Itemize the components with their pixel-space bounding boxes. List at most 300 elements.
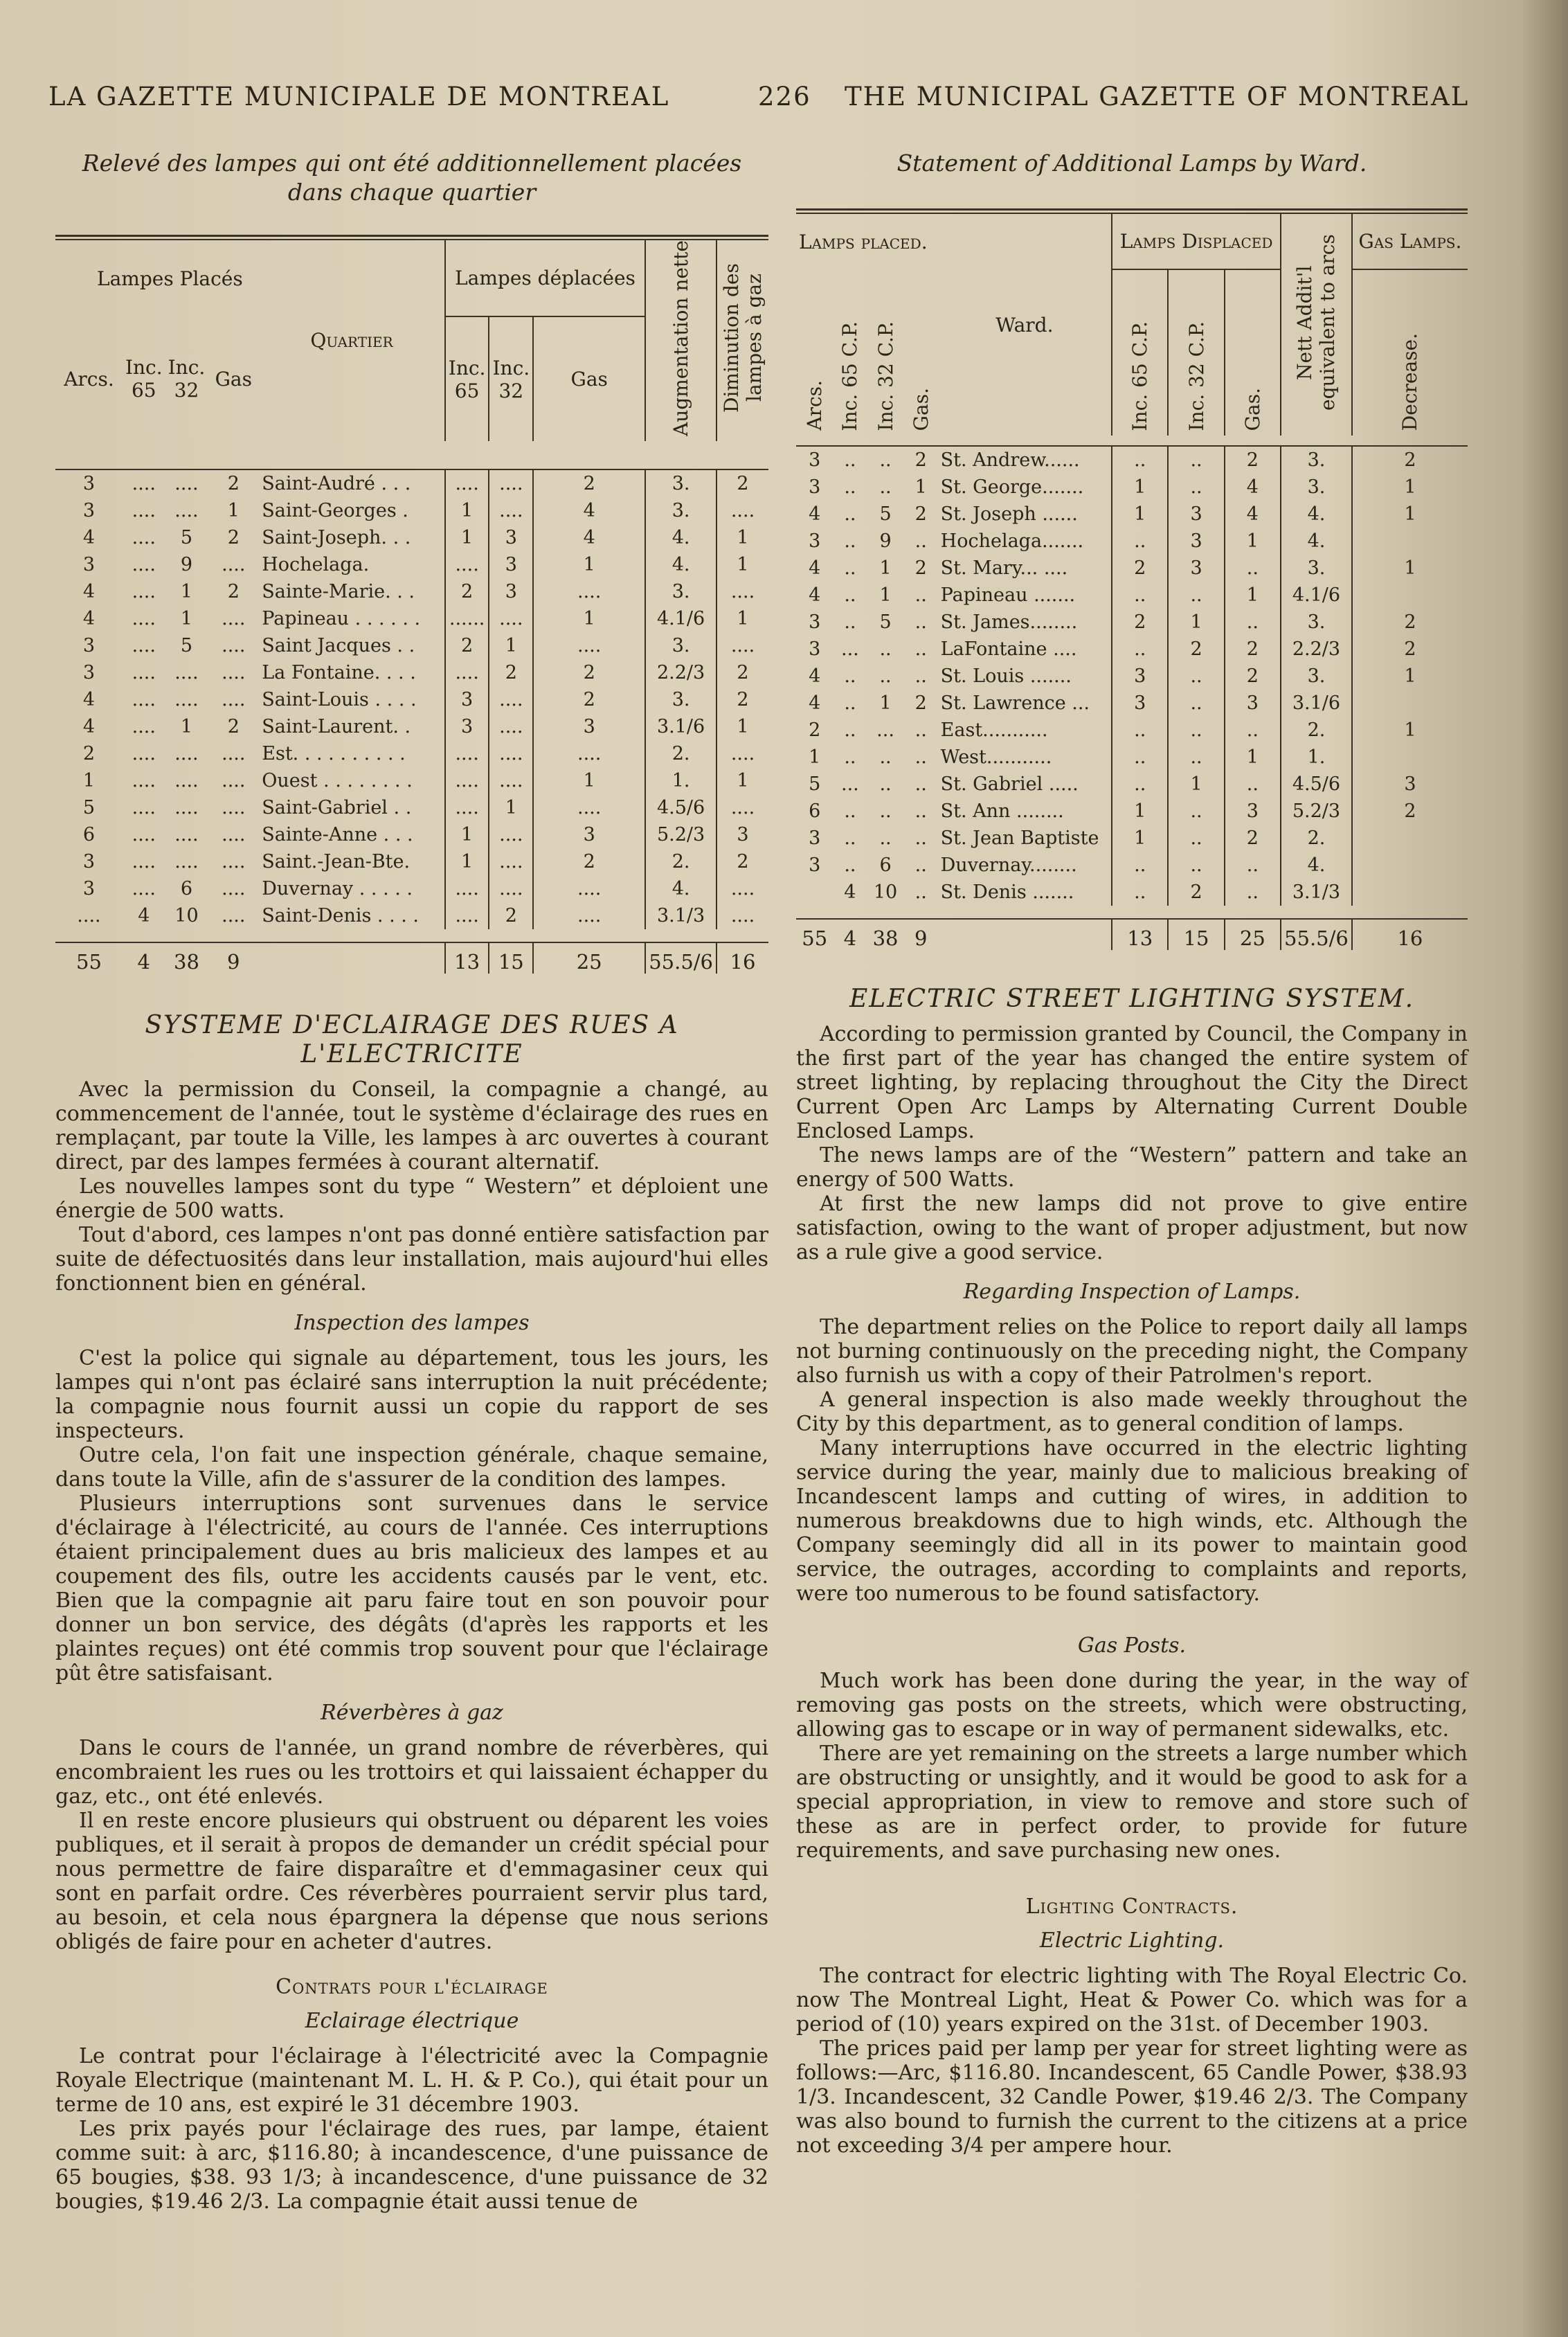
col-header-d-inc65: Inc. 65 (445, 316, 489, 441)
table-cell: 2 (227, 715, 240, 737)
french-section-title-contracts: Contrats pour l'éclairage (276, 1974, 548, 1999)
table-cell: .. (1112, 771, 1168, 798)
col-header-nett-addit: Nett Addit'l equivalent to arcs (1293, 234, 1340, 411)
table-row (55, 659, 768, 686)
table-cell: 3 (489, 551, 533, 578)
table-cell: .. (914, 584, 927, 606)
total-cell: 55.5/6 (645, 942, 717, 974)
total-cell: 55 (802, 926, 828, 950)
table-cell: .... (132, 661, 156, 683)
table-cell: .... (222, 553, 246, 575)
table-cell: 3.1/3 (1281, 879, 1352, 906)
table-cell: .. (879, 449, 892, 471)
table-cell: .... (132, 526, 156, 548)
ward-name-cell: Saint-Gabriel . . (262, 796, 412, 818)
table-cell: .. (1168, 582, 1224, 609)
table-row (796, 825, 1468, 852)
table-row (796, 501, 1468, 528)
table-cell: .. (879, 476, 892, 498)
table-cell: 1 (879, 557, 892, 579)
table-row (55, 497, 768, 524)
table-cell: 2 (914, 503, 927, 525)
table-row (55, 740, 768, 767)
ward-name-cell: St. Gabriel ..... (940, 773, 1079, 795)
table-cell: .... (132, 499, 156, 521)
table-row (55, 767, 768, 794)
table-row (796, 879, 1468, 906)
table-cell: .. (1225, 717, 1281, 744)
col-header-diminution: Diminution des lampes à gaz (720, 263, 766, 413)
table-row (796, 744, 1468, 771)
table-cell: .. (844, 611, 856, 633)
table-cell: .. (844, 503, 856, 525)
table-cell: 4 (82, 526, 96, 548)
table-cell: 1 (1168, 771, 1224, 798)
table-cell: 3 (809, 638, 821, 660)
table-cell: .... (489, 875, 533, 902)
ward-name-cell: Saint-Joseph. . . (262, 526, 411, 548)
table-cell: 2 (717, 659, 768, 686)
table-cell: 4 (1225, 474, 1281, 501)
table-cell: 1 (533, 767, 645, 794)
ward-name-cell: Saint-Laurent. . (262, 715, 411, 737)
table-cell: .... (222, 607, 246, 629)
total-cell: 25 (1225, 919, 1281, 950)
table-cell: 2 (1168, 636, 1224, 663)
table-cell: 3. (1281, 555, 1352, 582)
table-cell: .... (132, 823, 156, 845)
col-header-lampes-placees: Lampes Placés (97, 267, 243, 290)
paragraph: Many interruptions have occurred in the electric lighting service during the year, mainly due to malicious breaking of Incandescent lamps and cutting of wires, in addition to numerous breakdowns due to high winds, etc. Although the Company seemingly did all in its power to maintain good service, the outrages, according to complaints and reports, were too numerous to be found satisfactory. (796, 1436, 1468, 1606)
french-lamps-table (55, 240, 768, 974)
ward-name-cell: Ouest . . . . . . . . (262, 769, 413, 791)
table-cell: 3 (445, 686, 489, 713)
table-cell: 4 (82, 688, 96, 710)
table-cell: .. (879, 746, 892, 768)
table-cell: 2 (227, 472, 240, 494)
ward-name-cell: Duvernay........ (940, 854, 1077, 876)
col-header-gas-lamps: Gas Lamps. (1352, 214, 1468, 269)
total-cell: 16 (717, 942, 768, 974)
table-cell: 2 (82, 742, 96, 764)
table-cell: 2 (1225, 663, 1281, 690)
paragraph: At first the new lamps did not prove to give entire satisfaction, owing to the want of proper adjustment, but now as a rule give a good service. (796, 1192, 1468, 1264)
table-cell: 4 (1225, 501, 1281, 528)
table-cell: 4. (645, 875, 717, 902)
table-cell: 1 (1112, 798, 1168, 825)
table-cell: 3. (645, 632, 717, 659)
table-cell: .... (489, 469, 533, 497)
table-cell (1352, 852, 1468, 879)
english-column (796, 149, 1468, 2158)
header-french-title: LA GAZETTE MUNICIPALE DE MONTREAL (48, 82, 670, 111)
table-cell: 2 (1352, 609, 1468, 636)
table-cell: 1 (445, 848, 489, 875)
table-cell: .... (222, 742, 246, 764)
table-cell: .... (533, 902, 645, 929)
table-cell: 1 (879, 584, 892, 606)
table-cell: 2 (1225, 825, 1281, 852)
table-cell: 4. (1281, 501, 1352, 528)
table-cell: .... (489, 767, 533, 794)
ward-name-cell: St. James........ (940, 611, 1078, 633)
col-header-d-gas: Gas. (1241, 387, 1264, 431)
ward-name-cell: St. Joseph ...... (940, 503, 1078, 525)
table-cell: 1 (445, 497, 489, 524)
table-cell: .... (533, 578, 645, 605)
table-cell: .... (717, 794, 768, 821)
table-cell: .... (132, 742, 156, 764)
table-row (796, 609, 1468, 636)
table-cell: .... (533, 632, 645, 659)
table-cell: .. (1112, 446, 1168, 474)
table-cell: 4. (1281, 852, 1352, 879)
table-cell: .... (222, 634, 246, 656)
table-cell: 2 (489, 659, 533, 686)
table-cell: 2 (914, 449, 927, 471)
table-cell: .... (174, 850, 199, 872)
table-row (55, 848, 768, 875)
table-cell: .. (914, 854, 927, 876)
table-cell: 1 (533, 551, 645, 578)
table-cell (1352, 690, 1468, 717)
col-header-d-inc32: Inc. 32 C.P. (1184, 321, 1208, 431)
total-cell: 4 (137, 949, 150, 974)
french-column (55, 149, 768, 2214)
table-row (796, 636, 1468, 663)
total-cell: 15 (1168, 919, 1224, 950)
table-cell: 2 (533, 659, 645, 686)
table-cell: .... (222, 769, 246, 791)
table-cell: 4 (82, 580, 96, 602)
table-cell: .. (1168, 825, 1224, 852)
table-cell: 4 (82, 715, 96, 737)
table-cell: .... (489, 497, 533, 524)
table-cell: .... (132, 688, 156, 710)
table-cell: 2 (717, 848, 768, 875)
table-cell: 1 (1225, 582, 1281, 609)
table-cell: 1 (1225, 744, 1281, 771)
total-cell: 13 (1112, 919, 1168, 950)
table-cell: .. (914, 611, 927, 633)
table-cell: .... (132, 580, 156, 602)
ward-name-cell: Sainte-Marie. . . (262, 580, 415, 602)
table-cell: .. (844, 800, 856, 822)
table-cell: .... (174, 796, 199, 818)
ward-name-cell: St. Louis ....... (940, 665, 1072, 687)
ward-name-cell: St. George....... (940, 476, 1084, 498)
english-section-title-inspection: Regarding Inspection of Lamps. (963, 1280, 1301, 1304)
table-cell: ... (841, 773, 859, 795)
table-cell: .... (717, 902, 768, 929)
table-cell: .... (174, 742, 199, 764)
table-cell: .... (717, 497, 768, 524)
table-cell: 3 (1352, 771, 1468, 798)
table-cell: 2 (1168, 879, 1224, 906)
table-cell: 1. (645, 767, 717, 794)
table-row (796, 717, 1468, 744)
table-cell: 2 (914, 557, 927, 579)
table-row (796, 474, 1468, 501)
table-cell: 2 (533, 848, 645, 875)
table-cell: .. (1168, 690, 1224, 717)
ward-name-cell: St. Mary... .... (940, 557, 1068, 579)
french-section-gas-body (55, 1736, 768, 1954)
col-header-inc65: Inc. 65 C.P. (838, 321, 862, 431)
english-section-lighting-body (796, 1022, 1468, 1264)
table-cell: .... (717, 578, 768, 605)
table-cell: .... (445, 794, 489, 821)
table-cell: 2 (1112, 555, 1168, 582)
table-cell: 3 (717, 821, 768, 848)
table-cell: 3 (82, 850, 96, 872)
table-cell: 3 (82, 472, 96, 494)
table-cell: 1 (1112, 501, 1168, 528)
table-cell: 2.2/3 (645, 659, 717, 686)
total-cell: 16 (1352, 919, 1468, 950)
ward-name-cell: Saint-Denis . . . . (262, 904, 420, 926)
table-cell: 3 (1168, 501, 1224, 528)
table-cell: 2 (1225, 636, 1281, 663)
table-cell: 1 (180, 607, 193, 629)
table-cell: .. (844, 827, 856, 849)
table-cell: 5 (879, 503, 892, 525)
table-cell: .. (879, 665, 892, 687)
english-section-contracts-body (796, 1964, 1468, 2158)
table-cell: .. (844, 719, 856, 741)
paragraph: Plusieurs interruptions sont survenues dans le service d'éclairage à l'électricité, au cours de l'année. Ces interruptions étaient principalement dues au bris malicieux des lampes et au coupement des fils, outre les accidents causés par le vent, etc. Bien que la compagnie ait paru faire tout en son pouvoir pour donner un bon service, des dégâts (d'après les rapports et les plaintes reçues) ont été commis trop souvent pour que l'éclairage pût être satisfaisant. (55, 1491, 768, 1685)
total-cell: 15 (489, 942, 533, 974)
ward-name-cell: Saint-Louis . . . . (262, 688, 417, 710)
table-cell: 1 (227, 499, 240, 521)
table-cell: .. (1112, 636, 1168, 663)
table-cell: 1 (1225, 528, 1281, 555)
table-row (796, 528, 1468, 555)
table-cell: .. (914, 800, 927, 822)
table-cell: 3 (809, 530, 821, 552)
table-cell: 1. (1281, 744, 1352, 771)
table-cell: .. (914, 746, 927, 768)
total-cell (938, 919, 1112, 950)
table-row (55, 632, 768, 659)
french-section-title-inspection: Inspection des lampes (294, 1310, 530, 1335)
table-cell: .... (174, 823, 199, 845)
english-section-title-contracts: Lighting Contracts. (1025, 1895, 1238, 1919)
table-cell: 1 (717, 551, 768, 578)
table-cell: 6 (180, 877, 193, 899)
table-cell: 1 (180, 715, 193, 737)
paragraph: C'est la police qui signale au département, tous les jours, les lampes qui n'ont pas éclairé sans interruption la nuit précédente; la compagnie nous fournit aussi un copie du rapport de ses inspecteurs. (55, 1345, 768, 1443)
paragraph: The prices paid per lamp per year for street lighting were as follows:—Arc, $116.80. Incandescent, 65 Candle Power, $38.93 1/3. Incandescent, 32 Candle Power, $19.46 2/3. The Company was also bound to furnish the current to the citizens at a price not exceeding 3/4 per ampere hour. (796, 2036, 1468, 2158)
french-table-caption: Relevé des lampes qui ont été additionnellement placées dans chaque quartier (82, 150, 742, 206)
table-cell: .. (844, 584, 856, 606)
table-cell (1352, 744, 1468, 771)
table-cell: 1 (82, 769, 96, 791)
col-header-d-inc65: Inc. 65 C.P. (1128, 321, 1152, 431)
total-cell (259, 942, 445, 974)
table-cell: 4 (809, 665, 821, 687)
table-cell: 4 (82, 607, 96, 629)
table-row (796, 582, 1468, 609)
table-cell: .. (1112, 744, 1168, 771)
table-cell: .. (1225, 879, 1281, 906)
english-section-gas-body (796, 1669, 1468, 1863)
table-cell: 1 (1112, 825, 1168, 852)
ward-name-cell: St. Ann ........ (940, 800, 1064, 822)
table-cell: 3. (645, 686, 717, 713)
table-cell: 2 (445, 578, 489, 605)
table-cell: 1 (445, 524, 489, 551)
table-cell: 4 (809, 503, 821, 525)
table-cell: .... (489, 821, 533, 848)
table-cell: .... (132, 850, 156, 872)
table-cell: 9 (879, 530, 892, 552)
paragraph: According to permission granted by Council, the Company in the first part of the year has changed the entire system of street lighting, by replacing throughout the City the Direct Current Open Arc Lamps by Alternating Current Double Enclosed Lamps. (796, 1022, 1468, 1143)
table-cell: 6 (82, 823, 96, 845)
table-cell: 3 (1225, 690, 1281, 717)
table-cell: 4 (809, 692, 821, 714)
english-section-inspection-body (796, 1315, 1468, 1606)
totals-row (55, 942, 768, 974)
table-cell: 4 (809, 584, 821, 606)
table-row (55, 821, 768, 848)
table-cell: 3 (809, 476, 821, 498)
table-cell: .. (914, 665, 927, 687)
table-cell: 1 (1352, 663, 1468, 690)
table-cell: .... (445, 659, 489, 686)
table-cell: 2. (645, 848, 717, 875)
table-cell: .... (445, 875, 489, 902)
table-cell: .... (489, 848, 533, 875)
table-cell: 4. (645, 551, 717, 578)
french-section-title-lighting: SYSTEME D'ECLAIRAGE DES RUES A L'ELECTRICITE (145, 1010, 679, 1068)
table-cell: .... (489, 686, 533, 713)
table-cell: 3. (1281, 663, 1352, 690)
table-cell: .... (132, 607, 156, 629)
table-cell: 4.1/6 (1281, 582, 1352, 609)
ward-name-cell: Papineau . . . . . . (262, 607, 421, 629)
total-cell: 38 (872, 926, 899, 950)
totals-row (796, 919, 1468, 950)
table-cell: 2 (1352, 446, 1468, 474)
table-cell: 4.5/6 (1281, 771, 1352, 798)
table-cell: 1 (1168, 609, 1224, 636)
table-cell: 1 (717, 767, 768, 794)
table-cell: 3. (645, 578, 717, 605)
table-cell: 3. (645, 497, 717, 524)
table-cell: .... (132, 769, 156, 791)
ward-name-cell: Sainte-Anne . . . (262, 823, 413, 845)
col-header-decrease: Decrease. (1398, 332, 1422, 431)
table-row (796, 555, 1468, 582)
table-cell: 3 (82, 634, 96, 656)
table-cell: .... (174, 688, 199, 710)
table-cell: .. (1112, 582, 1168, 609)
ward-name-cell: Saint.-Jean-Bte. (262, 850, 411, 872)
table-cell: 4.5/6 (645, 794, 717, 821)
table-row (55, 713, 768, 740)
table-row (55, 605, 768, 632)
total-cell: 55 (76, 949, 102, 974)
table-cell: 2. (1281, 825, 1352, 852)
table-cell: 1 (180, 580, 193, 602)
table-cell: .. (1168, 744, 1224, 771)
table-cell: .... (132, 715, 156, 737)
table-cell: .. (844, 665, 856, 687)
page-header (48, 82, 1468, 123)
table-cell: 2 (914, 692, 927, 714)
table-cell: 3 (1168, 555, 1224, 582)
table-cell: .... (174, 499, 199, 521)
col-header-d-gas: Gas (533, 316, 645, 441)
table-cell: 1 (445, 821, 489, 848)
ward-name-cell: West........... (940, 746, 1052, 768)
table-cell: 1 (489, 794, 533, 821)
col-header-gas: Gas. (909, 387, 932, 431)
table-cell: 1 (717, 524, 768, 551)
table-cell: 3 (445, 713, 489, 740)
ward-name-cell: Est. . . . . . . . . . (262, 742, 406, 764)
table-cell: 2 (445, 632, 489, 659)
english-lamps-table (796, 214, 1468, 950)
paragraph: A general inspection is also made weekly throughout the City by this department, as to general condition of lamps. (796, 1388, 1468, 1436)
table-cell: 5 (82, 796, 96, 818)
table-cell: .. (914, 530, 927, 552)
table-cell: 3 (82, 553, 96, 575)
table-cell: .... (445, 551, 489, 578)
table-cell: .. (844, 557, 856, 579)
paragraph: Avec la permission du Conseil, la compagnie a changé, au commencement de l'année, tout le système d'éclairage des rues en remplaçant, par toute la Ville, les lampes à arc ouvertes à courant direct, par des lampes fermées à courant alternatif. (55, 1077, 768, 1174)
table-cell: .... (445, 902, 489, 929)
table-cell: .. (1112, 528, 1168, 555)
ward-name-cell: Duvernay . . . . . (262, 877, 413, 899)
french-section-subtitle-electric: Eclairage électrique (305, 2008, 519, 2033)
table-cell: 3 (809, 827, 821, 849)
paragraph: Much work has been done during the year, in the way of removing gas posts on the streets, which were obstructing, allowing gas to escape or in way of permanent sidewalks, etc. (796, 1669, 1468, 1741)
table-cell: .. (879, 827, 892, 849)
table-cell: 4 (533, 524, 645, 551)
table-cell: .. (844, 692, 856, 714)
col-header-inc32: Inc. 32 C.P. (874, 321, 897, 431)
table-cell: .... (717, 875, 768, 902)
col-header-inc65: Inc. 65 (125, 356, 163, 402)
table-cell: .... (222, 904, 246, 926)
table-cell: .... (222, 661, 246, 683)
total-cell: 38 (174, 949, 199, 974)
table-cell: .... (132, 796, 156, 818)
table-cell: 1 (1112, 474, 1168, 501)
table-cell: 3 (1112, 663, 1168, 690)
table-cell: 2.2/3 (1281, 636, 1352, 663)
col-header-ward: Ward. (995, 313, 1054, 337)
french-section-inspection-body (55, 1346, 768, 1685)
table-cell: .. (1168, 446, 1224, 474)
table-cell: .... (533, 875, 645, 902)
table-cell: 3 (809, 449, 821, 471)
table-cell: .... (222, 850, 246, 872)
paragraph: Dans le cours de l'année, un grand nombre de réverbères, qui encombraient les rues ou les trottoirs et qui laissaient échapper du gaz, etc., ont été enlevés. (55, 1735, 768, 1809)
table-cell: 2 (227, 580, 240, 602)
col-header-lampes-deplacees: Lampes déplacées (445, 240, 645, 316)
english-section-title-gas: Gas Posts. (1077, 1633, 1187, 1658)
french-section-lighting-body (55, 1077, 768, 1296)
paragraph: Les prix payés pour l'éclairage des rues, par lampe, étaient comme suit: à arc, $116.80; à incandescence, d'une puissance de 65 bougies, $38. 93 1/3; à incandescence, d'une puissance de 32 bougies, $19.46 2/3. La compagnie était aussi tenue de (55, 2116, 768, 2214)
table-cell: 3. (645, 469, 717, 497)
table-cell: .. (914, 881, 927, 903)
table-row (796, 771, 1468, 798)
table-cell: ... (876, 719, 894, 741)
table-cell: .. (844, 854, 856, 876)
